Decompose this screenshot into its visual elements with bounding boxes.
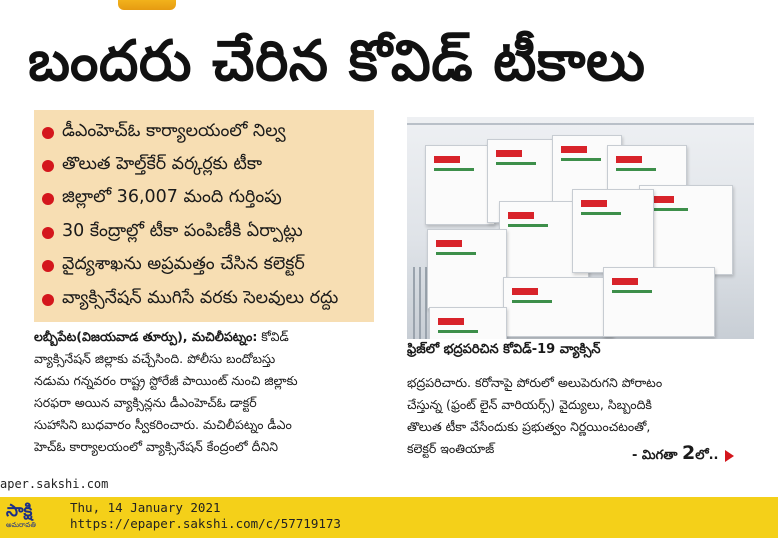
footer-bar [0, 497, 778, 538]
continued-link[interactable] [632, 442, 734, 466]
highlight-text: జిల్లాలో 36,007 మంది గుర్తింపు [62, 187, 282, 208]
bullet-icon [42, 294, 54, 306]
article-column-left [34, 326, 386, 458]
footer-url[interactable]: https://epaper.sakshi.com/c/57719173 [70, 516, 341, 531]
headline: బందరు చేరిన కోవిడ్ టీకాలు [28, 29, 646, 94]
fridge-wire [419, 267, 421, 339]
continued-prefix: - మిగతా [632, 448, 682, 463]
article-line [34, 326, 386, 348]
masthead-strip [118, 0, 176, 10]
article-line: సుహాసిని బుధవారం స్వీకరించారు. మచిలీపట్నం డీఎం [34, 417, 292, 432]
fridge-wire [413, 267, 415, 339]
highlight-text: డీఎంహెచ్ఓ కార్యాలయంలో నిల్వ [62, 120, 286, 141]
bullet-icon [42, 193, 54, 205]
highlight-item [42, 183, 366, 216]
continued-suffix: లో.. [695, 448, 719, 463]
vaccine-photo [407, 117, 754, 339]
highlight-item [42, 116, 366, 149]
highlight-item [42, 283, 366, 316]
article-text: కోవిడ్ [257, 329, 289, 344]
article-line: భద్రపరిచారు. కరోనాపై పోరులో అలుపెరుగని పోరాటం [407, 375, 663, 390]
highlight-item [42, 216, 366, 249]
bullet-icon [42, 260, 54, 272]
highlight-text: 30 కేంద్రాల్లో టీకా పంపిణీకి ఏర్పాట్లు [62, 220, 303, 241]
vaccine-box [503, 277, 613, 337]
vaccine-box [427, 229, 507, 309]
article-line: చేస్తున్న (ఫ్రంట్ లైన్ వారియర్స్) వైద్యులు, సిబ్బందికి [407, 397, 652, 412]
photo-caption: ఫ్రిజ్‌లో భద్రపరిచిన కోవిడ్-19 వ్యాక్సిన్ [407, 342, 601, 357]
logo-text: సాక్షి [6, 501, 33, 521]
footer-date: Thu, 14 January 2021 [70, 500, 221, 515]
article-line: తొలుత టీకా వేసేందుకు ప్రభుత్వం నిర్ణయించటంతో, [407, 419, 651, 434]
vaccine-box [429, 307, 507, 339]
bullet-icon [42, 160, 54, 172]
vaccine-box [425, 145, 495, 225]
bullet-icon [42, 127, 54, 139]
highlight-item [42, 149, 366, 182]
continued-page-number: 2 [682, 442, 696, 464]
highlight-item [42, 250, 366, 283]
article-line: సరఫరా అయిన వ్యాక్సిన్లను డీఎంహెచ్ఓ డాక్టర్ [34, 395, 257, 410]
highlights-box [34, 110, 374, 322]
article-line: వ్యాక్సినేషన్ జిల్లాకు వచ్చేసింది. పోలీసు బందోబస్తు [34, 351, 276, 366]
highlight-text: తొలుత హెల్త్‌కేర్ వర్కర్లకు టీకా [62, 154, 263, 175]
highlight-text: వైద్యశాఖను అప్రమత్తం చేసిన కలెక్టర్ [62, 254, 305, 275]
bullet-icon [42, 227, 54, 239]
dateline: లబ్బీపేట(విజయవాడ తూర్పు), మచిలీపట్నం: [34, 329, 258, 344]
url-stub: aper.sakshi.com [0, 477, 109, 491]
arrow-right-icon [725, 450, 734, 462]
sakshi-logo [6, 501, 60, 534]
logo-subtext: అమరావతి [6, 521, 36, 529]
vaccine-box [572, 189, 654, 273]
highlight-text: వ్యాక్సినేషన్ ముగిసే వరకు సెలవులు రద్దు [62, 287, 339, 308]
article-line: నడుమ గన్నవరం రాష్ట్ర స్టోరేజీ పాయింట్ నుంచి జిల్లాకు [34, 373, 298, 388]
article-line: కలెక్టర్ ఇంతియాజ్ [407, 441, 495, 456]
fridge-shelf [407, 123, 754, 125]
article-line: హెచ్ఓ కార్యాలయంలో వ్యాక్సినేషన్ కేంద్రంలో దీనిని [34, 439, 279, 454]
vaccine-box [603, 267, 715, 337]
